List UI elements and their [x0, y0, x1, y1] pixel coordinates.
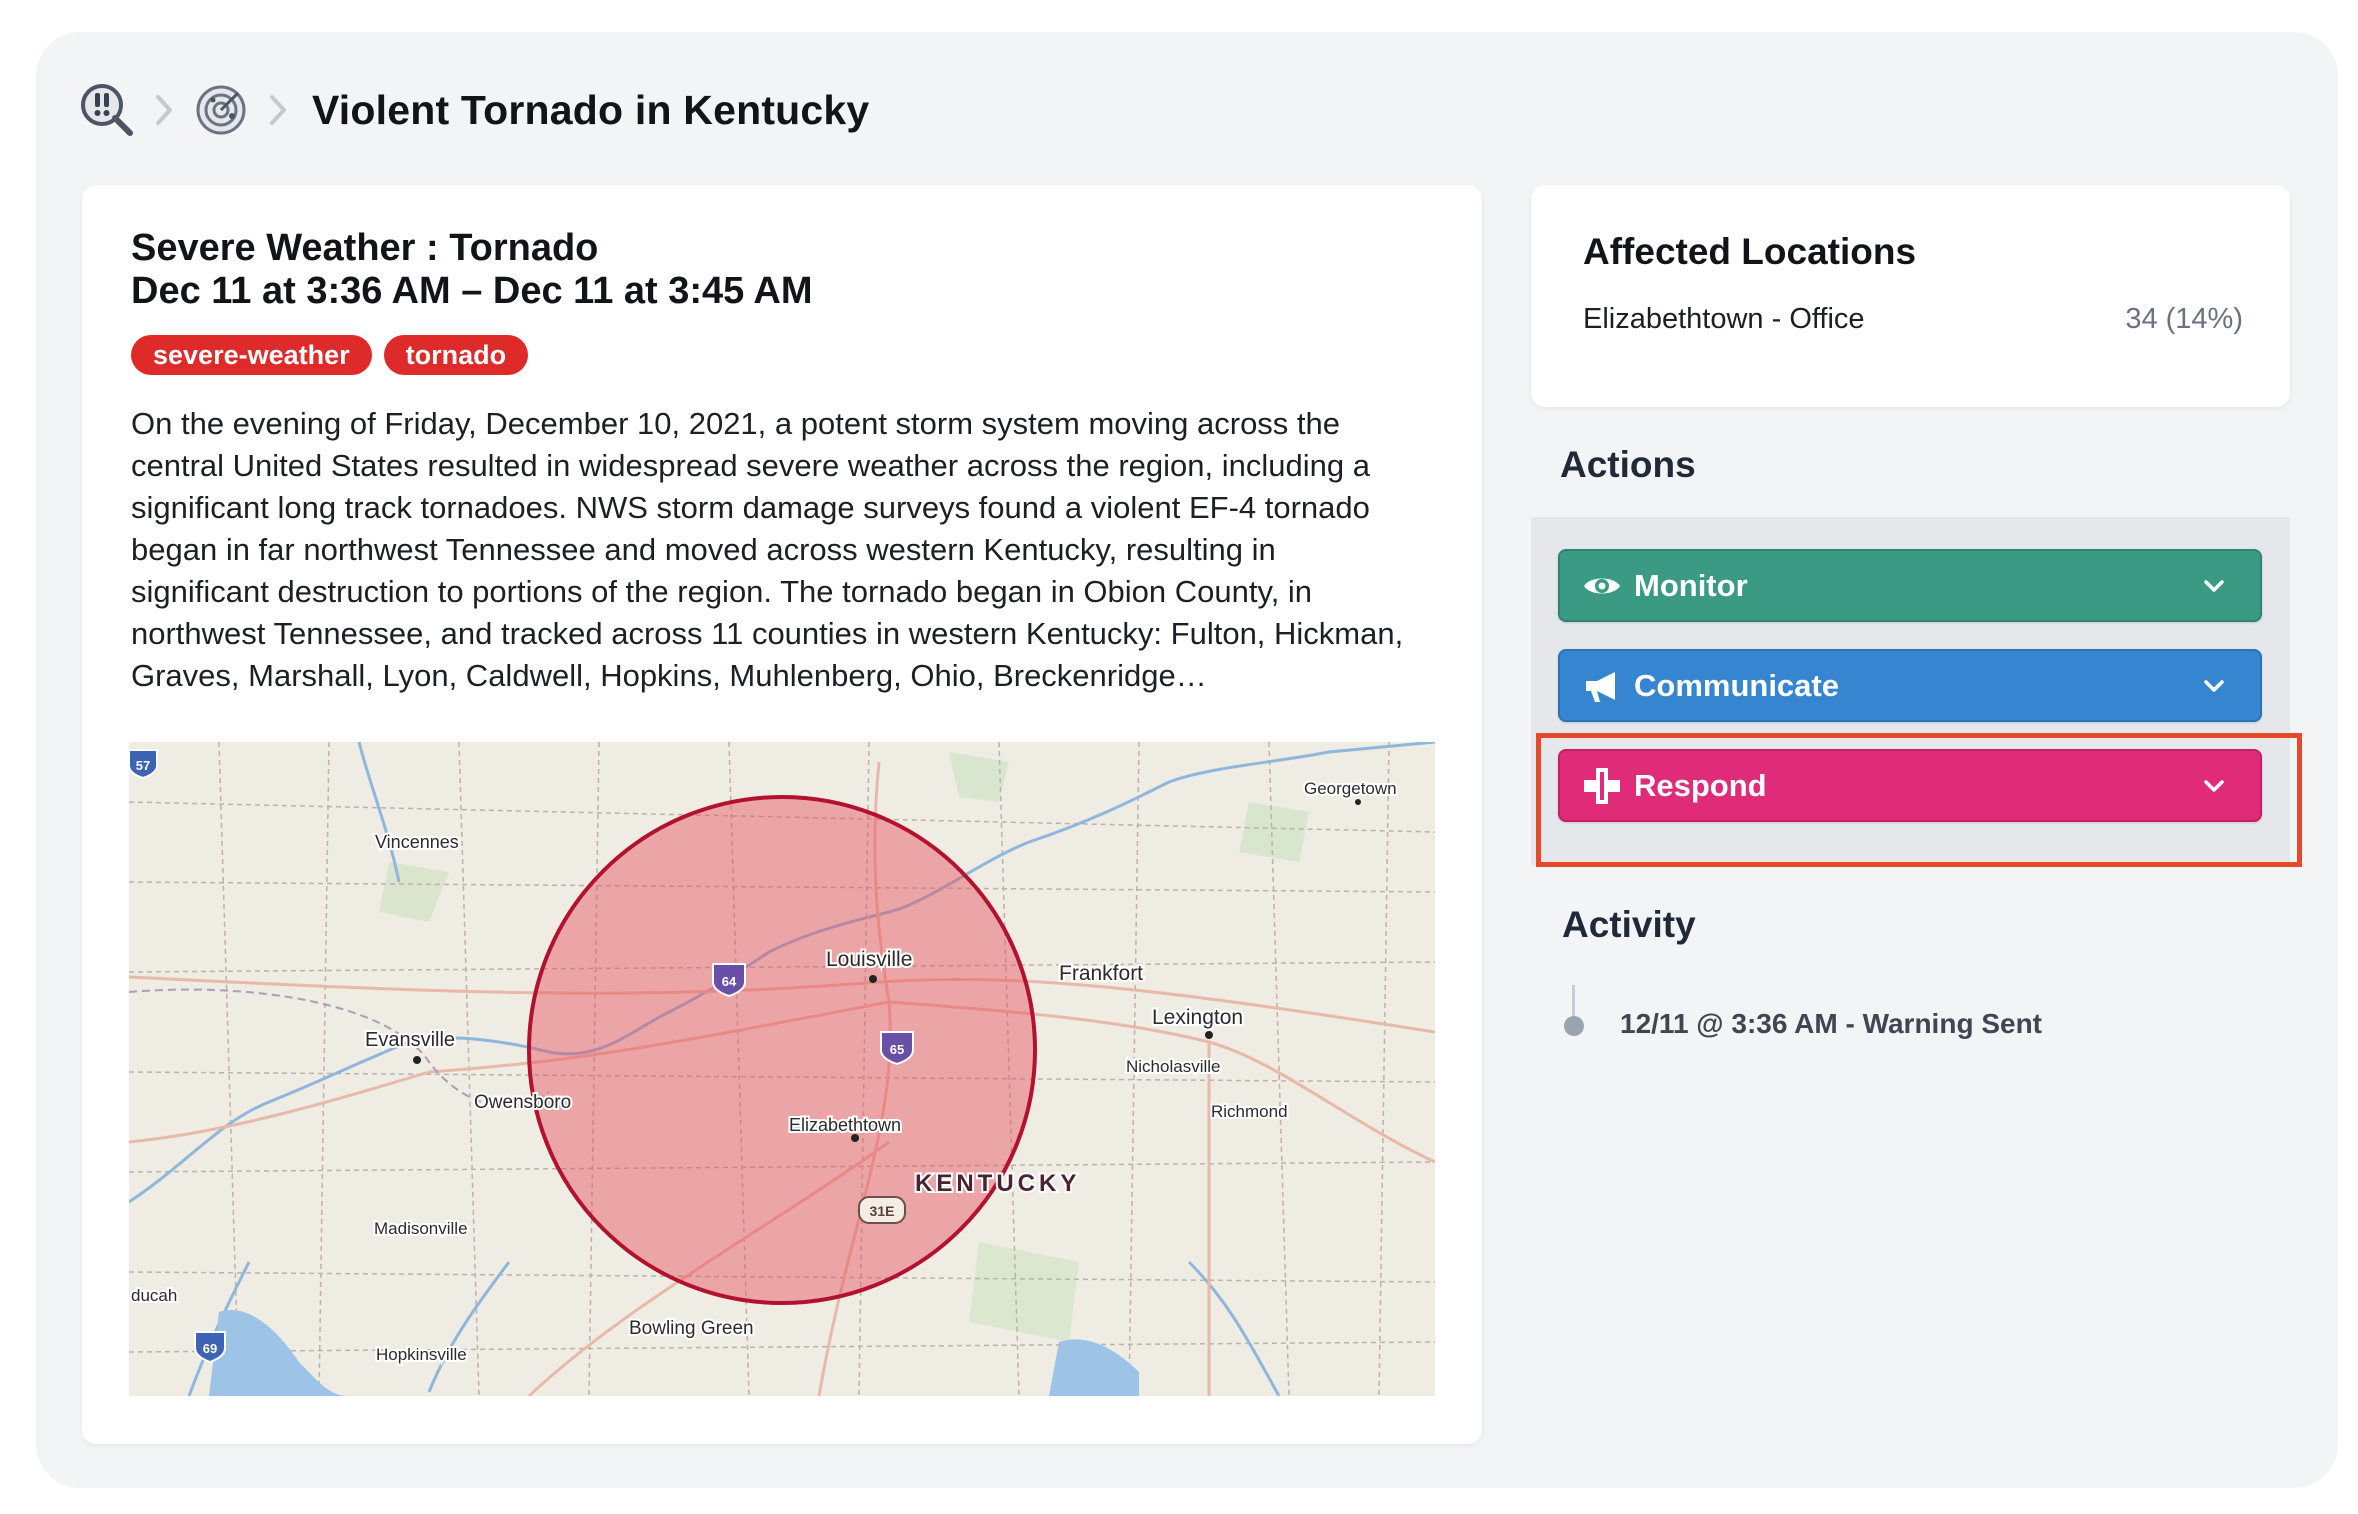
communicate-label: Communicate [1634, 667, 1839, 703]
highway-shield-64 [713, 964, 745, 996]
affected-locations-card [1531, 185, 2290, 407]
tag-badge[interactable]: severe-weather [131, 335, 372, 375]
event-description: On the evening of Friday, December 10, 2021, a potent storm system moving across the central United States resulted in widespread severe weather across the region, including a significant long track tornadoes. NWS storm damage surveys found a violent EF-4 tornado began in far northwest Tennessee and moved across western Kentucky, resulting in significant destruction to portions of the region. The tornado began in Obion County, in northwest Tennessee, and tracked across 11 counties in western Kentucky: Fulton, Hickman, Graves, Marshall, Lyon, Caldwell, Hopkins, Muhlenberg, Ohio, Breckenridge… [131, 406, 1404, 693]
highway-label: 69 [202, 1341, 218, 1356]
map-label: Frankfort [1059, 962, 1144, 985]
map-label: Louisville [826, 948, 913, 971]
map-label: Madisonville [374, 1219, 468, 1238]
map-label: KENTUCKY [915, 1170, 1081, 1197]
map-label: Vincennes [375, 832, 459, 852]
location-count: 34 (14%) [2125, 303, 2243, 335]
tag-list [131, 335, 528, 375]
highway-label: 57 [135, 758, 151, 773]
activity-entry: 12/11 @ 3:36 AM - Warning Sent [1620, 1008, 2042, 1039]
map-label: Elizabethtown [789, 1115, 902, 1135]
highway-shield-57 [129, 750, 157, 778]
location-row[interactable] [1583, 303, 2243, 336]
map-label: Hopkinsville [376, 1345, 467, 1364]
event-map[interactable] [129, 742, 1435, 1396]
map-label: Evansville [365, 1029, 456, 1051]
event-card [82, 185, 1482, 1444]
impact-zone [529, 797, 1035, 1303]
respond-label: Respond [1634, 767, 1767, 803]
chevron-down-icon [2194, 566, 2234, 606]
chevron-down-icon [2194, 666, 2234, 706]
event-type: Severe Weather : Tornado [131, 227, 599, 269]
megaphone-icon [1580, 664, 1624, 708]
map-label: Georgetown [1304, 779, 1397, 798]
actions-title: Actions [1560, 444, 1696, 485]
activity-title: Activity [1562, 904, 1696, 945]
event-heading [131, 227, 813, 313]
location-name: Elizabethtown - Office [1583, 303, 1865, 335]
highway-shield-65 [881, 1032, 913, 1064]
highway-label: 65 [889, 1042, 905, 1057]
page-title: Violent Tornado in Kentucky [312, 86, 870, 133]
actions-panel [1531, 517, 2290, 865]
tag-badge[interactable]: tornado [384, 335, 529, 375]
alert-search-icon[interactable] [78, 81, 136, 139]
communicate-button[interactable] [1558, 649, 2262, 722]
highway-label: 31E [869, 1203, 895, 1219]
event-time-range: Dec 11 at 3:36 AM – Dec 11 at 3:45 AM [131, 270, 813, 312]
monitor-label: Monitor [1634, 567, 1748, 603]
affected-locations-title: Affected Locations [1583, 231, 1917, 272]
map-label: Richmond [1211, 1102, 1288, 1121]
map-label: ducah [131, 1286, 178, 1305]
map-label: Bowling Green [629, 1318, 754, 1339]
timeline-dot [1564, 1016, 1584, 1036]
chevron-right-icon [136, 81, 192, 139]
breadcrumb [78, 78, 869, 142]
eye-icon [1580, 564, 1624, 608]
map-label: Owensboro [474, 1092, 572, 1113]
monitor-button[interactable] [1558, 549, 2262, 622]
radar-icon[interactable] [192, 81, 250, 139]
highway-shield-31e [859, 1197, 905, 1223]
map-label: Lexington [1152, 1006, 1244, 1029]
respond-button[interactable] [1558, 749, 2262, 822]
map-label: Nicholasville [1126, 1057, 1221, 1076]
first-aid-icon [1580, 764, 1624, 808]
chevron-right-icon [250, 81, 306, 139]
highway-label: 64 [721, 974, 737, 989]
chevron-down-icon [2194, 766, 2234, 806]
